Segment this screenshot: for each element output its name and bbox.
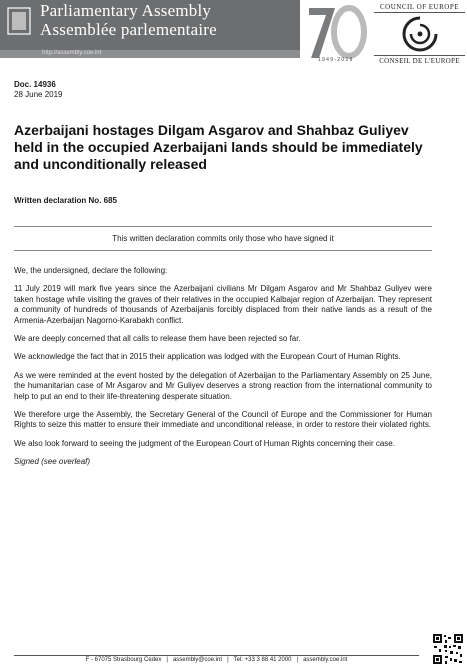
- commitment-notice: This written declaration commits only those who have signed it: [112, 234, 334, 243]
- notice-rule-bottom: [14, 250, 432, 251]
- coe-rule-bottom: [374, 55, 465, 56]
- coe-name-en: COUNCIL OF EUROPE: [379, 3, 460, 11]
- footer-address: F - 67075 Strasbourg Cedex: [85, 657, 162, 663]
- footer-rule: [14, 655, 419, 656]
- paragraph: We also look forward to seeing the judgment of the European Court of Human Rights concerning their case.: [14, 438, 395, 448]
- declaration-body: [14, 266, 432, 476]
- declaration-number: Written declaration No. 685: [14, 196, 117, 205]
- paragraph: We therefore urge the Assembly, the Secretary General of the Council of Europe and the Commissioner for Human Rights to seize this matter to ensure their immediate and unconditional release, in order to restore their violated rights.: [14, 410, 432, 430]
- notice-rule-top: [14, 226, 432, 227]
- footer-separator: |: [296, 657, 299, 663]
- footer-separator: |: [166, 657, 168, 663]
- document-number: Doc. 14936: [14, 80, 56, 89]
- council-of-europe-logo: [372, 0, 467, 68]
- paragraph: We are deeply concerned that all calls to release them have been rejected so far.: [14, 334, 301, 344]
- coe-name-fr: CONSEIL DE L'EUROPE: [379, 57, 460, 65]
- assembly-url[interactable]: http://assembly.coe.int: [42, 50, 102, 56]
- paragraph: We acknowledge the fact that in 2015 their application was lodged with the European Court of Human Rights.: [14, 352, 401, 362]
- anniversary-years: 1949-2019: [318, 57, 354, 63]
- page-footer: [14, 657, 419, 663]
- coe-rule-top: [374, 12, 465, 13]
- seventieth-anniversary-logo: [305, 2, 367, 64]
- footer-website[interactable]: assembly.coe.int: [303, 657, 348, 663]
- pace-logo-icon: [6, 6, 32, 36]
- paragraph: As we were reminded at the event hosted by the delegation of Azerbaijan to the Parliamentary Assembly on 25 June, the humanitarian case of Mr Asgarov and Mr Guliyev deserves a strong reaction from the international community to help to put an end to their life-threatening desperate situation.: [14, 370, 432, 401]
- assembly-title-en: Parliamentary Assembly: [40, 1, 212, 20]
- coe-emblem-icon: [400, 14, 440, 54]
- assembly-title-fr: Assemblée parlementaire: [40, 20, 217, 39]
- document-date: 28 June 2019: [14, 90, 63, 99]
- qr-code-icon: [432, 633, 464, 665]
- footer-phone: Tel: +33 3 88 41 2000: [233, 657, 292, 663]
- footer-separator: |: [227, 657, 229, 663]
- paragraph: 11 July 2019 will mark five years since the Azerbaijani civilians Mr Dilgam Asgarov and Mr Shahbaz Guliyev were taken hostage while visiting the graves of their relatives in the occupied Kalbajar region of Azerbaijan. They represent a community of hundreds of thousands of Azerbaijanis forcibly displaced from their native lands as a result of the Armenia-Azerbaijan Nagorno-Karabakh conflict.: [14, 284, 432, 325]
- signed-note: Signed (see overleaf): [14, 457, 91, 467]
- paragraph: We, the undersigned, declare the following:: [14, 266, 168, 275]
- footer-email[interactable]: assembly@coe.int: [172, 657, 223, 663]
- document-title: Azerbaijani hostages Dilgam Asgarov and Shahbaz Guliyev held in the occupied Azerbaijani lands should be immediately and unconditionally released: [14, 122, 423, 172]
- page-header: [0, 0, 467, 70]
